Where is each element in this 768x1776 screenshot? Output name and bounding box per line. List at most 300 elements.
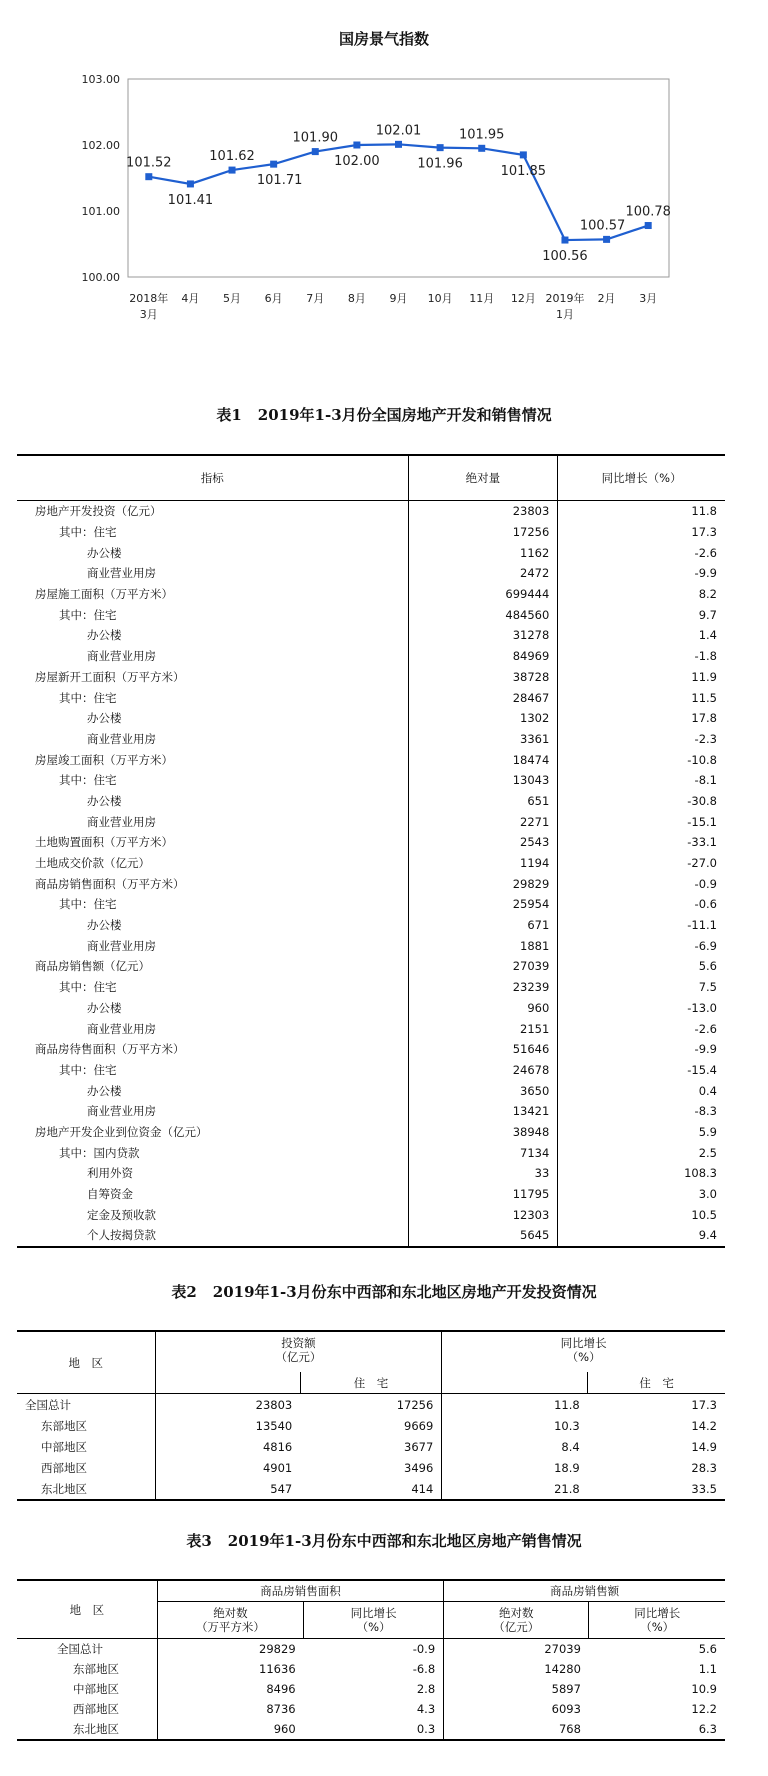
table3-subheader-sales-growth [589,1602,725,1639]
sales-abs-cell: 768 [558,1722,581,1736]
table-row [17,998,725,1019]
table-row [17,956,725,977]
indicator-cell: 商业营业用房 [17,1101,408,1122]
absolute-value-cell: 38948 [408,1122,558,1143]
indicator-cell: 商业营业用房 [17,563,408,584]
x-tick-label-line: 3月 [139,308,158,321]
growth-cell: -30.8 [687,793,717,808]
table-row [17,1080,725,1101]
area-abs-cell: 8496 [266,1682,296,1696]
absolute-value-cell: 27039 [408,956,558,977]
absolute-value-cell: 3361 [408,729,558,750]
table-row [17,1163,725,1184]
table2-header-invest-unit: （亿元） [275,1350,322,1364]
y-tick-label: 100.00 [81,271,120,284]
invest-cell: 23803 [255,1397,293,1412]
growth-cell: 2.5 [698,1145,717,1160]
growth-cell: 17.8 [691,711,717,726]
data-label: 101.85 [500,163,547,179]
table1-header-row [17,455,725,501]
growth-cell: 21.8 [554,1481,580,1496]
indicator-cell: 房地产开发投资（亿元） [17,501,408,522]
table-row [17,1478,725,1500]
invest-cell: 547 [270,1481,293,1496]
table-row [17,1122,725,1143]
x-tick-label: 11月 [469,292,495,305]
indicator-cell: 办公楼 [17,1080,408,1101]
x-tick-label: 2月 [597,292,616,305]
data-label: 101.41 [167,192,214,208]
table-row [17,522,725,543]
table3-subheader-area-growth-unit: （%） [356,1620,391,1634]
table-row [17,687,725,708]
growth-housing-cell: 14.9 [691,1439,717,1454]
table-row [17,563,725,584]
growth-cell: -2.6 [694,545,717,560]
table3-subheader-area-growth-label: 同比增长 [350,1606,397,1620]
table3-subheader-area-growth [304,1602,444,1639]
absolute-value-cell: 651 [408,791,558,812]
x-tick-label: 7月 [306,292,325,305]
indicator-cell: 土地成交价款（亿元） [17,853,408,874]
table-row [17,1457,725,1478]
absolute-value-cell: 12303 [408,1204,558,1225]
data-point [353,142,360,149]
data-point [645,222,652,229]
growth-cell: 0.4 [698,1083,717,1098]
table3-subheader-sales-growth-unit: （%） [640,1620,675,1634]
indicator-cell: 其中：国内贷款 [17,1142,408,1163]
region-cell: 中部地区 [17,1436,155,1457]
growth-cell: 11.8 [691,504,717,519]
table3-header-area: 商品房销售面积 [157,1580,443,1602]
indicator-cell: 其中：住宅 [17,894,408,915]
table-row [17,604,725,625]
growth-housing-cell: 33.5 [691,1481,717,1496]
growth-cell: 17.3 [691,525,717,540]
absolute-value-cell: 29829 [408,873,558,894]
table-row [17,1659,725,1679]
table-row [17,1225,725,1247]
invest-housing-cell: 3677 [300,1436,442,1457]
indicator-cell: 其中：住宅 [17,1060,408,1081]
indicator-cell: 其中：住宅 [17,770,408,791]
absolute-value-cell: 960 [408,998,558,1019]
absolute-value-cell: 1881 [408,935,558,956]
table2-subheader-spacer [155,1372,300,1394]
table3-subheader-area-abs-label: 绝对数 [213,1606,248,1620]
table3-title [0,1530,768,1551]
data-label: 101.71 [256,173,303,189]
table2-header-invest [155,1331,442,1372]
data-point [395,141,402,148]
growth-cell: 8.2 [698,587,717,602]
area-growth-cell: -0.9 [304,1639,444,1660]
invest-cell: 4816 [262,1439,293,1454]
absolute-value-cell: 38728 [408,667,558,688]
sales-abs-cell: 6093 [551,1702,581,1716]
sales-abs-cell: 5897 [551,1682,581,1696]
absolute-value-cell: 23239 [408,977,558,998]
table-row [17,1415,725,1436]
data-point [437,144,444,151]
table1 [17,454,725,1248]
growth-cell: -2.6 [694,1021,717,1036]
table3-subheader-sales-abs-unit: （亿元） [493,1620,540,1634]
area-growth-cell: 2.8 [304,1679,444,1699]
table3-number: 表3 [186,1532,212,1550]
data-label: 101.62 [209,149,255,165]
table-row [17,1394,725,1416]
table-row [17,894,725,915]
absolute-value-cell: 31278 [408,625,558,646]
x-tick-label [129,291,168,321]
indicator-cell: 商业营业用房 [17,811,408,832]
absolute-value-cell: 23803 [408,501,558,522]
table2-header-invest-label: 投资额 [281,1336,316,1350]
x-tick-label-line: 2019年 [545,292,585,305]
indicator-cell: 其中：住宅 [17,604,408,625]
growth-cell: 9.4 [698,1228,717,1243]
growth-housing-cell: 14.2 [691,1418,717,1433]
table2-subheader-housing-growth: 住 宅 [588,1372,725,1394]
x-tick-label: 12月 [510,292,536,305]
absolute-value-cell: 84969 [408,646,558,667]
growth-cell: -9.9 [694,566,717,581]
table2-body [17,1394,725,1501]
indicator-cell: 办公楼 [17,915,408,936]
absolute-value-cell: 2271 [408,811,558,832]
absolute-value-cell: 7134 [408,1142,558,1163]
table3-body [17,1639,725,1741]
region-cell: 东部地区 [17,1415,155,1436]
table-row [17,853,725,874]
data-point [187,180,194,187]
indicator-cell: 商品房待售面积（万平方米） [17,1039,408,1060]
indicator-cell: 办公楼 [17,998,408,1019]
indicator-cell: 房屋竣工面积（万平方米） [17,749,408,770]
data-label: 101.96 [417,156,463,172]
table-row [17,1101,725,1122]
invest-cell: 4901 [262,1460,293,1475]
table3-subheader-area-abs-unit: （万平方米） [195,1620,265,1634]
absolute-value-cell: 11795 [408,1184,558,1205]
x-tick-label: 10月 [427,292,453,305]
data-point [312,148,319,155]
absolute-value-cell: 17256 [408,522,558,543]
table2-header-growth-label: 同比增长 [560,1336,607,1350]
table-row [17,542,725,563]
region-cell: 东北地区 [17,1719,157,1740]
area-abs-cell: 11636 [259,1662,296,1676]
table-row [17,1699,725,1719]
growth-cell: 11.8 [554,1397,580,1412]
data-point [603,236,610,243]
y-tick-label: 103.00 [81,73,120,86]
table-row [17,1719,725,1740]
indicator-cell: 利用外资 [17,1163,408,1184]
table-row [17,811,725,832]
growth-cell: 10.5 [691,1207,717,1222]
data-point [229,167,236,174]
indicator-cell: 商业营业用房 [17,646,408,667]
table-row [17,667,725,688]
region-cell: 西部地区 [17,1699,157,1719]
absolute-value-cell: 1194 [408,853,558,874]
x-tick-label-line: 1月 [555,308,574,321]
growth-cell: 9.7 [698,607,717,622]
invest-cell: 13540 [255,1418,293,1433]
x-tick-label: 3月 [639,292,658,305]
growth-cell: -11.1 [687,918,717,933]
table2-header-row [17,1331,725,1372]
sales-growth-cell: 6.3 [698,1722,717,1736]
indicator-cell: 商业营业用房 [17,729,408,750]
growth-cell: -9.9 [694,1042,717,1057]
absolute-value-cell: 33 [408,1163,558,1184]
table-row [17,708,725,729]
growth-housing-cell: 28.3 [691,1460,717,1475]
data-label: 101.52 [126,155,172,171]
region-cell: 全国总计 [17,1639,157,1660]
table2-number: 表2 [171,1283,197,1301]
data-point [145,173,152,180]
table2-subheader-spacer [442,1372,588,1394]
growth-cell: 5.6 [698,959,717,974]
sales-abs-cell: 27039 [544,1642,581,1656]
invest-housing-cell: 3496 [300,1457,442,1478]
growth-housing-cell: 17.3 [691,1397,717,1412]
growth-cell: -8.1 [694,773,717,788]
absolute-value-cell: 13421 [408,1101,558,1122]
sales-abs-cell: 14280 [544,1662,581,1676]
table-row [17,729,725,750]
absolute-value-cell: 2472 [408,563,558,584]
invest-housing-cell: 414 [300,1478,442,1500]
indicator-cell: 房屋新开工面积（万平方米） [17,667,408,688]
growth-cell: -15.1 [687,814,717,829]
table-row [17,935,725,956]
indicator-cell: 办公楼 [17,625,408,646]
y-tick-label: 101.00 [81,205,120,218]
region-cell: 西部地区 [17,1457,155,1478]
y-tick-label: 102.00 [81,139,120,152]
area-growth-cell: 4.3 [304,1699,444,1719]
absolute-value-cell: 1162 [408,542,558,563]
table3-title-text: 2019年1-3月份东中西部和东北地区房地产销售情况 [227,1532,582,1550]
table1-header-indicator: 指标 [17,455,408,501]
sales-growth-cell: 12.2 [691,1702,717,1716]
indicator-cell: 商品房销售额（亿元） [17,956,408,977]
table-row [17,1436,725,1457]
absolute-value-cell: 1302 [408,708,558,729]
indicator-cell: 办公楼 [17,542,408,563]
growth-cell: -10.8 [687,752,717,767]
data-point [478,145,485,152]
table-row [17,1184,725,1205]
sales-growth-cell: 1.1 [698,1662,717,1676]
absolute-value-cell: 28467 [408,687,558,708]
growth-cell: -13.0 [687,1000,717,1015]
indicator-cell: 商品房销售面积（万平方米） [17,873,408,894]
growth-cell: -2.3 [694,731,717,746]
x-tick-label: 6月 [264,292,283,305]
absolute-value-cell: 18474 [408,749,558,770]
growth-cell: -1.8 [694,649,717,664]
area-abs-cell: 960 [273,1722,296,1736]
table-row [17,501,725,522]
growth-cell: -27.0 [687,856,717,871]
table-row [17,1204,725,1225]
absolute-value-cell: 2151 [408,1018,558,1039]
growth-cell: 11.5 [691,690,717,705]
table3-subheader-sales-abs [444,1602,589,1639]
area-abs-cell: 8736 [266,1702,296,1716]
table2-header-region: 地 区 [17,1331,155,1394]
data-label: 102.01 [375,123,422,139]
area-growth-cell: 0.3 [304,1719,444,1740]
table-row [17,791,725,812]
growth-cell: 5.9 [698,1124,717,1139]
table2-header-growth [442,1331,725,1372]
absolute-value-cell: 5645 [408,1225,558,1247]
sales-growth-cell: 5.6 [698,1642,717,1656]
table-row [17,1639,725,1660]
table3-header-row [17,1580,725,1602]
table2-header-growth-unit: （%） [566,1350,601,1364]
absolute-value-cell: 699444 [408,584,558,605]
line-chart [0,0,768,340]
absolute-value-cell: 2543 [408,832,558,853]
indicator-cell: 商业营业用房 [17,935,408,956]
data-label: 102.00 [334,154,380,169]
data-point [561,237,568,244]
indicator-cell: 个人按揭贷款 [17,1225,408,1247]
growth-cell: -0.6 [694,897,717,912]
table3-subheader-area-abs [157,1602,303,1639]
table1-title [0,404,768,425]
absolute-value-cell: 25954 [408,894,558,915]
growth-cell: 3.0 [698,1187,717,1202]
absolute-value-cell: 3650 [408,1080,558,1101]
table-row [17,584,725,605]
table1-header-absolute: 绝对量 [408,455,558,501]
indicator-cell: 定金及预收款 [17,1204,408,1225]
indicator-cell: 其中：住宅 [17,687,408,708]
indicator-cell: 自筹资金 [17,1184,408,1205]
absolute-value-cell: 13043 [408,770,558,791]
x-tick-label: 9月 [389,292,408,305]
region-cell: 东北地区 [17,1478,155,1500]
x-tick-label: 4月 [181,292,200,305]
growth-cell: 11.9 [691,669,717,684]
indicator-cell: 商业营业用房 [17,1018,408,1039]
growth-cell: 8.4 [561,1439,580,1454]
growth-cell: -33.1 [687,835,717,850]
x-tick-label [545,291,584,321]
invest-housing-cell: 17256 [300,1394,442,1416]
table1-body [17,501,725,1247]
growth-cell: -6.9 [694,938,717,953]
table-row [17,915,725,936]
table3-subheader-sales-growth-label: 同比增长 [634,1606,681,1620]
chart-title: 国房景气指数 [338,30,429,48]
table3-subheader-sales-abs-label: 绝对数 [499,1606,534,1620]
data-label: 101.95 [458,127,505,143]
indicator-cell: 房地产开发企业到位资金（亿元） [17,1122,408,1143]
absolute-value-cell: 24678 [408,1060,558,1081]
growth-cell: 18.9 [554,1460,580,1475]
region-cell: 全国总计 [17,1394,155,1416]
table3-header-sales: 商品房销售额 [444,1580,725,1602]
area-growth-cell: -6.8 [304,1659,444,1679]
growth-cell: 10.3 [554,1418,580,1433]
indicator-cell: 办公楼 [17,791,408,812]
invest-housing-cell: 9669 [300,1415,442,1436]
table-row [17,832,725,853]
table3 [17,1579,725,1741]
table-row [17,1018,725,1039]
growth-cell: -15.4 [687,1062,717,1077]
table2-subheader-housing-invest: 住 宅 [300,1372,442,1394]
table-row [17,1679,725,1699]
table1-title-text: 2019年1-3月份全国房地产开发和销售情况 [257,406,552,424]
data-label: 101.90 [292,130,339,146]
sales-growth-cell: 10.9 [691,1682,717,1696]
absolute-value-cell: 484560 [408,604,558,625]
indicator-cell: 其中：住宅 [17,522,408,543]
area-abs-cell: 29829 [259,1642,296,1656]
table-row [17,873,725,894]
indicator-cell: 办公楼 [17,708,408,729]
table-row [17,625,725,646]
growth-cell: -0.9 [694,876,717,891]
table2 [17,1330,725,1501]
region-cell: 中部地区 [17,1679,157,1699]
indicator-cell: 房屋施工面积（万平方米） [17,584,408,605]
indicator-cell: 其中：住宅 [17,977,408,998]
absolute-value-cell: 671 [408,915,558,936]
data-label: 100.78 [625,204,671,220]
table3-header-region: 地 区 [17,1580,157,1639]
data-label: 100.57 [579,218,626,234]
table1-number: 表1 [216,406,242,424]
table-row [17,749,725,770]
table-row [17,1142,725,1163]
data-label: 100.56 [542,249,588,265]
x-tick-label: 5月 [223,292,242,305]
table1-header-growth: 同比增长（%） [558,455,725,501]
region-cell: 东部地区 [17,1659,157,1679]
absolute-value-cell: 51646 [408,1039,558,1060]
x-tick-label-line: 2018年 [129,292,169,305]
indicator-cell: 土地购置面积（万平方米） [17,832,408,853]
data-point [520,151,527,158]
growth-cell: 108.3 [684,1166,717,1181]
table-row [17,646,725,667]
growth-cell: 7.5 [698,980,717,995]
table-row [17,977,725,998]
data-point [270,161,277,168]
table-row [17,1060,725,1081]
x-tick-label: 8月 [347,292,366,305]
table2-title-text: 2019年1-3月份东中西部和东北地区房地产开发投资情况 [212,1283,597,1301]
table-row [17,1039,725,1060]
table2-title [0,1281,768,1302]
growth-cell: -8.3 [694,1104,717,1119]
growth-cell: 1.4 [698,628,717,643]
table-row [17,770,725,791]
